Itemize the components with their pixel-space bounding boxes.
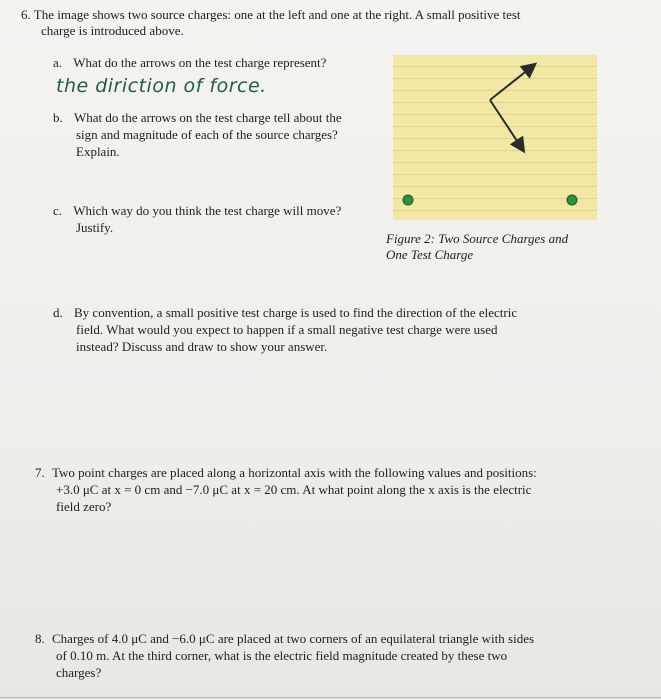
figure-caption-line1: Figure 2: Two Source Charges and xyxy=(386,231,569,246)
question-8-line3: charges? xyxy=(56,665,102,680)
question-6a xyxy=(53,55,326,71)
question-6d-line1: By convention, a small positive test charge is used to find the direction of the electric xyxy=(74,305,518,320)
left-source-charge xyxy=(403,195,413,205)
question-6c-line1: Which way do you think the test charge will move? xyxy=(73,203,342,218)
question-7-line2: +3.0 μC at x = 0 cm and −7.0 μC at x = 20 cm. At what point along the x axis is the electric xyxy=(56,482,532,497)
page-bottom-edge xyxy=(0,697,661,698)
question-7-number: 7. xyxy=(35,465,45,480)
question-6c-line2: Justify. xyxy=(76,220,114,235)
question-6c xyxy=(53,203,341,219)
handwritten-answer: the diriction of force. xyxy=(56,75,267,97)
question-7-line1: Two point charges are placed along a horizontal axis with the following values and positions: xyxy=(52,465,537,480)
question-6-number: 6. xyxy=(21,7,31,22)
question-6 xyxy=(21,7,521,23)
question-8 xyxy=(35,631,534,647)
question-8-line2: of 0.10 m. At the third corner, what is the electric field magnitude created by these two xyxy=(56,648,508,663)
question-6b-line1: What do the arrows on the test charge tell about the xyxy=(74,110,342,125)
question-6a-text: What do the arrows on the test charge represent? xyxy=(73,55,327,70)
question-6b-line2: sign and magnitude of each of the source charges? xyxy=(76,127,338,142)
question-6-line2: charge is introduced above. xyxy=(41,23,184,38)
question-6d xyxy=(53,305,517,321)
question-8-line1: Charges of 4.0 μC and −6.0 μC are placed at two corners of an equilateral triangle with sides xyxy=(52,631,535,646)
question-6b xyxy=(53,110,342,126)
figure-caption xyxy=(386,231,568,263)
figure-two-source-charges xyxy=(393,55,597,220)
question-6-line1: The image shows two source charges: one at the left and one at the right. A small positive test xyxy=(33,7,521,22)
question-8-number: 8. xyxy=(35,631,45,646)
question-6d-letter: d. xyxy=(53,305,63,320)
question-6c-letter: c. xyxy=(53,203,63,218)
question-6a-letter: a. xyxy=(53,55,63,70)
question-6d-line3: instead? Discuss and draw to show your answer. xyxy=(76,339,328,354)
question-6d-line2: field. What would you expect to happen if a small negative test charge were used xyxy=(76,322,498,337)
question-6b-line3: Explain. xyxy=(76,144,120,159)
right-source-charge xyxy=(567,195,577,205)
question-7 xyxy=(35,465,537,481)
question-6b-letter: b. xyxy=(53,110,63,125)
force-arrow-up-right xyxy=(490,65,534,100)
question-7-line3: field zero? xyxy=(56,499,112,514)
force-arrow-down-right xyxy=(490,100,523,150)
figure-drawing xyxy=(393,55,597,220)
figure-caption-line2: One Test Charge xyxy=(386,247,474,262)
